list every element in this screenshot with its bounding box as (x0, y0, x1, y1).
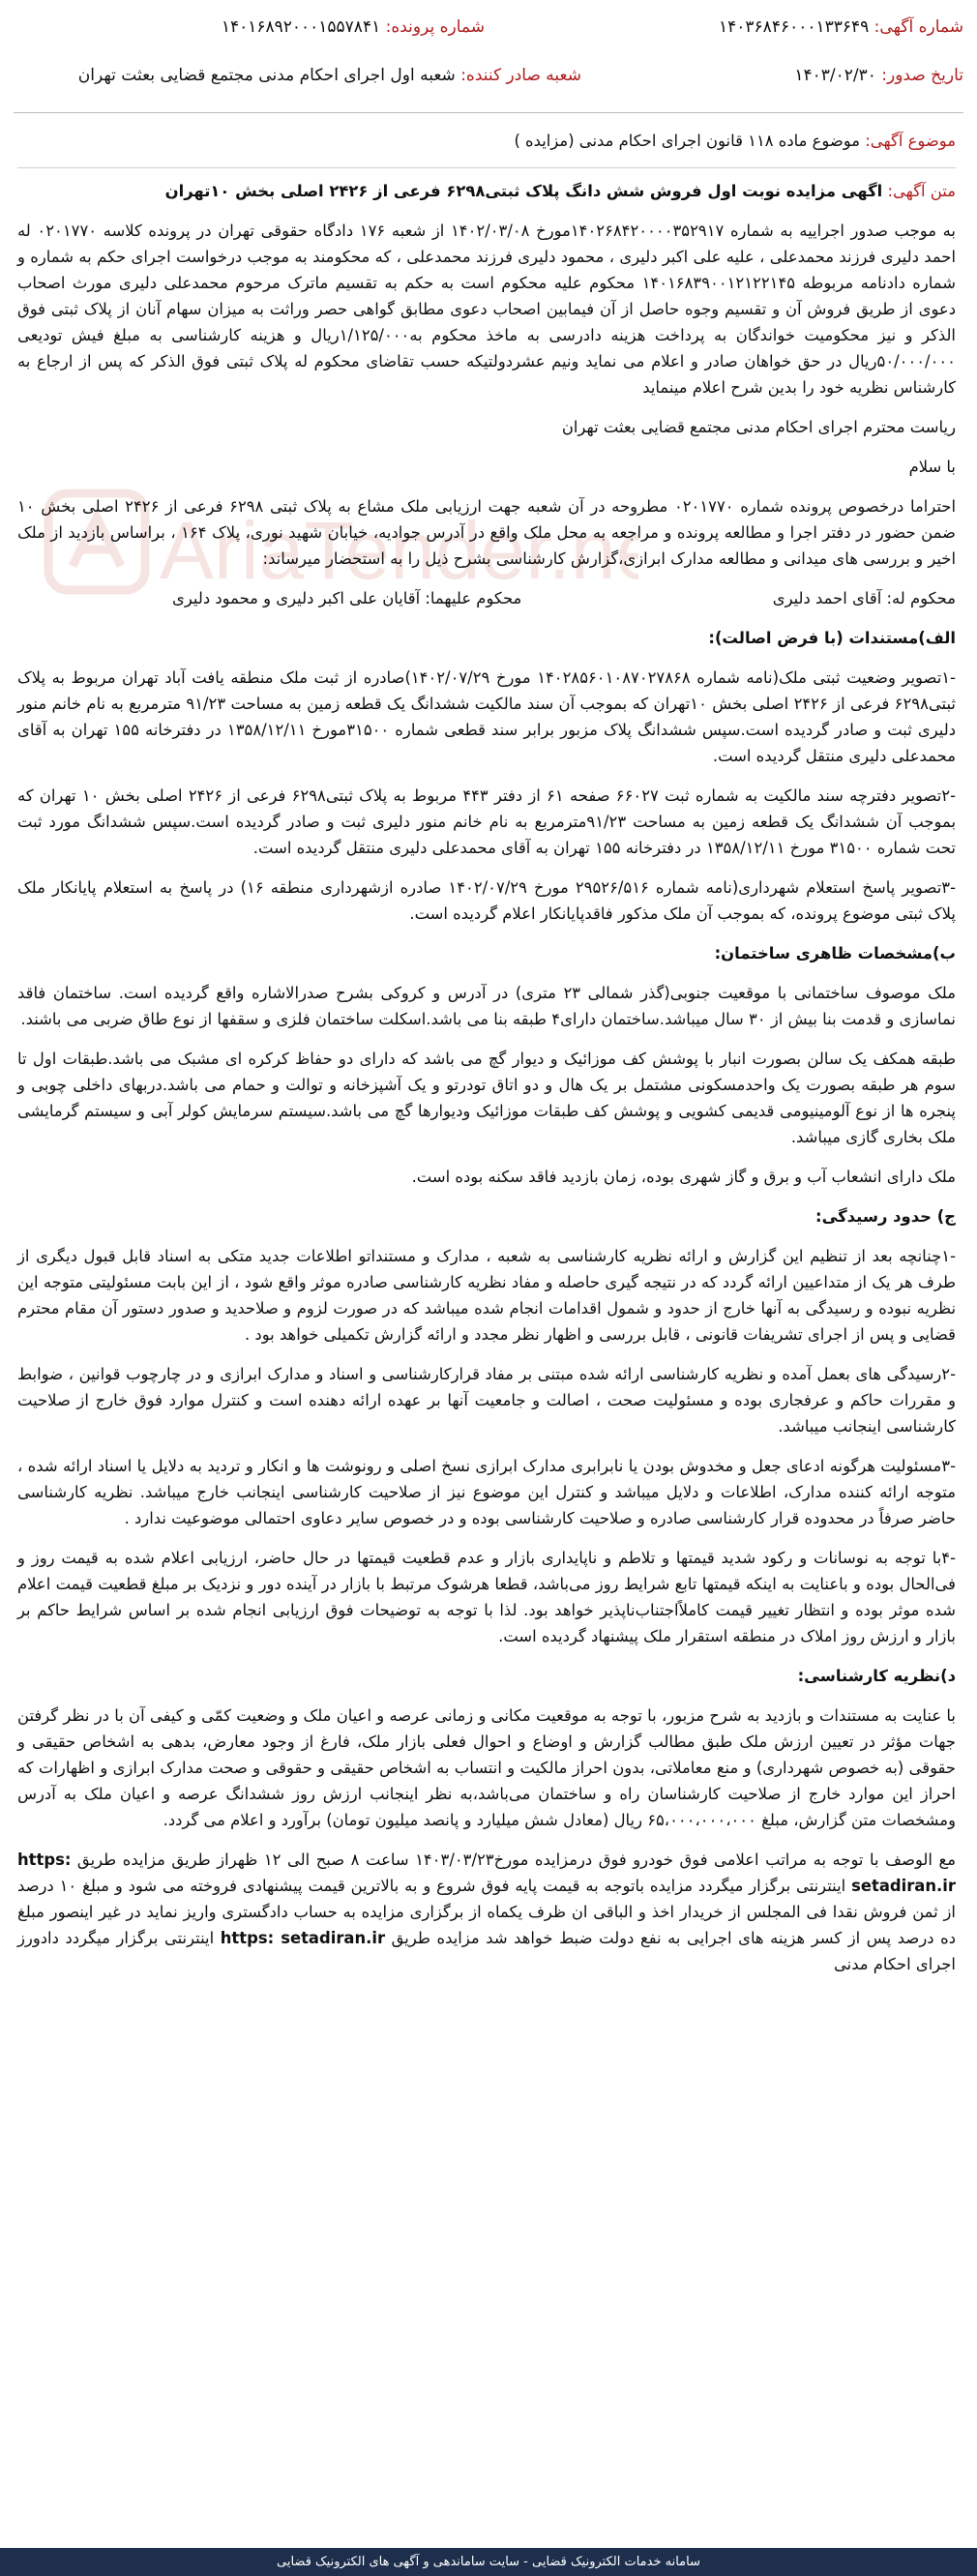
case-number-value: ۱۴۰۱۶۸۹۲۰۰۰۱۵۵۷۸۴۱ (221, 17, 381, 37)
document-1: -۱تصویر وضعیت ثبتی ملک(نامه شماره ۱۴۰۲۸۵۶۰۱۰۸۷۰۲۷۸۶۸ مورخ ۱۴۰۲/۰۷/۲۹)صادره از ثبت ملک منطقه یافت آباد تهران مربوط به پلاک ثبتی۶۲۹۸ فرعی از ۲۴۲۶ اصلی بخش ۱۰تهران که بموجب آن سند مالکیت ششدانگ یک قطعه زمین به مساحت ۹۱/۲۳ مترمربع به نام خانم منور دلیری ثبت و صادر گردیده است.سپس ششدانگ پلاک مزبور برابر سند قطعی شماره ۳۱۵۰۰مورخ ۱۳۵۸/۱۲/۱۱ در دفترخانه ۱۵۵ تهران به آقای محمدعلی دلیری منتقل گردیده است. (17, 668, 956, 765)
scope-2: -۲رسیدگی های بعمل آمده و نظریه کارشناسی ارائه شده مبتنی بر مفاد قرارکارشناسی و اسناد و مدارک ابرازی و در چارچوب قوانین ، ضوابط و مقررات حاکم و عرفجاری بوده و مسئولیت صحت ، اصالت و جامعیت آنها بر عهده ارائه دهنده است و کنترل موارد فوق خارج از صلاحیت کارشناسی اینجانب میباشد. (17, 1365, 956, 1436)
footer-bar (0, 2548, 977, 2576)
footer-text: سامانه خدمات الکترونیک قضایی - سایت ساماندهی و آگهی های الکترونیک قضایی (277, 2555, 700, 2569)
document-2: -۲تصویر دفترچه سند مالکیت به شماره ثبت ۶۶۰۲۷ صفحه ۶۱ از دفتر ۴۴۳ مربوط به پلاک ثبتی۶۲۹۸ فرعی از ۲۴۲۶ اصلی بخش ۱۰ تهران که بموجب آن ششدانگ یک قطعه زمین به مساحت ۹۱/۲۳مترمربع به نام خانم منور دلیری ثبت و صادر گردیده است.سپس ششدانگ مورد ثبت تحت شماره ۳۱۵۰۰ مورخ ۱۳۵۸/۱۲/۱۱ در دفترخانه ۱۵۵ تهران به آقای محمدعلی دلیری منتقل گردیده است. (17, 786, 957, 857)
case-number-row (222, 17, 485, 37)
greeting: با سلام (908, 458, 956, 476)
documents-title: الف)مستندات (با فرض اصالت): (708, 629, 956, 647)
ad-title: اگهی مزایده نوبت اول فروش شش دانگ پلاک ثبتی۶۲۹۸ فرعی از ۲۴۲۶ اصلی بخش ۱۰تهران (164, 182, 883, 200)
respect-paragraph: احتراما درخصوص پرونده شماره ۰۲۰۱۷۷۰ مطروحه در آن شعبه جهت ارزیابی ملک مشاع به پلاک ثبتی ۶۲۹۸ فرعی از ۲۴۲۶ اصلی بخش ۱۰ ضمن حضور در دفتر اجرا و مطالعه پرونده و مراجعه به محل ملک واقع در آدرس جوادیه، خیابان شهید نوری، پلاک ۱۶۴ ، براساس بازدید از ملک اخیر و بررسی های میدانی و مطالعه مدارک ابرازی،گزارش کارشناسی بشرح ذیل را به استحضار میرساند: (17, 497, 956, 568)
issue-date-value: ۱۴۰۳/۰۲/۳۰ (794, 66, 876, 85)
ad-content (17, 128, 956, 1991)
issuing-branch-label: شعبه صادر کننده: (460, 66, 581, 85)
issue-date-label: تاریخ صدور: (881, 66, 963, 85)
plaintiff: محکوم له: آقای احمد دلیری (772, 589, 956, 607)
issuing-branch-value: شعبه اول اجرای احکام مدنی مجتمع قضایی بعثت تهران (77, 66, 456, 85)
setadiran-link-2[interactable]: https: setadiran.ir (220, 1929, 386, 1947)
parties-line (17, 585, 956, 611)
closing-post: اینترنتی برگزار میگردد دادورز اجرای احکام مدنی (17, 1929, 956, 1973)
closing-paragraph (17, 1847, 956, 1977)
scope-3: -۳مسئولیت هرگونه ادعای جعل و مخدوش بودن یا نابرابری مدارک ابرازی نسخ اصلی و رونوشت ها و انکار و تردید به دلایل یا اسناد ارائه شده ، متوجه ارائه کننده مدارک، اطلاعات و دلایل میباشد و کنترل این موضوع نیز از صلاحیت کارشناسی اینجانب خارج میباشد. نظریه کارشناسی حاضر صرفاً در محدوده قرار کارشناسی صادره و صلاحیت کارشناسی بوده و در خصوص سایر دعاوی احتمالی موضوعیت ندارد . (17, 1457, 956, 1527)
spec-2: طبقه همکف یک سالن بصورت انبار با پوشش کف موزائیک و دیوار گچ می باشد که دارای دو حفاظ کرکره ای مشبک می باشد.طبقات اول تا سوم هر طبقه بصورت یک واحدمسکونی مشتمل بر یک هال و دو اتاق تودرتو و یک آشپزخانه و توالت و حمام می باشد.دربهای داخلی چوبی و پنجره ها از نوع آلومینیومی قدیمی کشویی و پوشش کف طبقات موزائیک ودیوارها گچ می باشد.سیستم سرمایش کولر آبی و سیستم گرمایشی ملک بخاری گازی میباشد. (17, 1050, 956, 1146)
addressee: ریاست محترم اجرای احکام مدنی مجتمع قضایی بعثت تهران (561, 418, 956, 436)
scope-1: -۱چنانچه بعد از تنظیم این گزارش و ارائه نظریه کارشناسی به شعبه ، مدارک و مستنداتو اطلاعات جدید متکی به اسناد قابل قبول دیگری از طرف هر یک از متداعیین ارائه گردد که در نتیجه گیری حاصله و مفاد نظریه کارشناسی صادره موثر واقع شود ، از این بابت مسئولیتی متوجه این نظریه نبوده و رسیدگی به آنها خارج از حدود و شمول اقدامات انجام شده میباشد که در صورت لزوم و صلاحدید و صدور دستور آن مقام محترم قضایی و پس از اجرای تشریفات قانونی ، قابل بررسی و اظهار نظر مجدد و ارائه گزارش تکمیلی خواهد بود . (17, 1247, 956, 1344)
scope-title: ج) حدود رسیدگی: (815, 1207, 956, 1226)
scope-4: -۴با توجه به نوسانات و رکود شدید قیمتها و تلاطم و ناپایداری بازار و عدم قطعیت قیمتها در حال حاضر، ارزیابی اعلام شده به قیمت روز و فی‌الحال بوده و باعنایت به اینکه قیمتها تابع شرایط روز می‌باشد، قطعا هرشوک مرتبط با بازار در آینده دور و نزدیک بر مبلغ قطعیت قیمت اعلام شده موثر بوده و انتظار تغییر قیمت کاملاًاجتناب‌ناپذیر خواهد بود. لذا با توجه به توضیحات فوق ارزیابی انجام شده بر اساس شرایط حاکم بر بازار و ارزش روز املاک در منطقه استقرار ملک پیشنهاد گردیده است. (17, 1549, 956, 1645)
issuing-branch-row (78, 66, 581, 85)
ad-header (14, 15, 963, 132)
ad-number-row (719, 17, 963, 37)
ad-title-line (17, 178, 956, 204)
subject-line (17, 128, 956, 154)
specs-title: ب)مشخصات ظاهری ساختمان: (714, 944, 956, 962)
watermark-text: AriaTender.n (160, 505, 616, 596)
issue-date-row (794, 66, 963, 85)
spec-3: ملک دارای انشعاب آب و برق و گاز شهری بوده، زمان بازدید فاقد سکنه بوده است. (411, 1168, 956, 1186)
ad-number-label: شماره آگهی: (873, 17, 963, 37)
subject-value: موضوع ماده ۱۱۸ قانون اجرای احکام مدنی (مزایده ) (514, 132, 861, 150)
opinion-paragraph: با عنایت به مستندات و بازدید به شرح مزبور، با توجه به موقعیت مکانی و زمانی عرصه و اعیان ملک و وضعیت کمّی و کیفی آن با در نظر گرفتن جهات مؤثر در تعیین ارزش ملک طبق مطالب گزارش و اوضاع و احوال فعلی بازار ملک، فارغ از وجود معارض، بدهی به اشخاص حقیقی و حقوقی (به خصوص شهرداری) و منع معاملاتی، بدون احراز مالکیت و انتساب به اشخاص حقیقی و حقوقی و صحت مدارک ابرازی و اظهارات که احراز این موارد خارج از صلاحیت کارشناسان راه و ساختمان می‌باشد،به نظر اینجانب ارزش روز ششدانگ عرصه و اعیان ملک به آدرس ومشخصات متن گزارش، مبلغ ۶۵،۰۰۰،۰۰۰،۰۰۰ ریال (معادل شش میلیارد و پانصد میلیون تومان) برآورد و اعلام می گردد. (17, 1706, 956, 1829)
closing-pre: مع الوصف با توجه به مراتب اعلامی فوق خودرو فوق درمزایده مورخ۱۴۰۳/۰۳/۲۳ ساعت ۸ صبح الی ۱۲ ظهراز طریق مزایده طریق (76, 1851, 956, 1869)
ad-number-value: ۱۴۰۳۶۸۴۶۰۰۰۱۳۳۶۴۹ (719, 17, 870, 37)
opinion-title: د)نظریه کارشناسی: (797, 1667, 956, 1685)
subject-divider (17, 167, 956, 168)
header-divider (14, 112, 963, 113)
spec-1: ملک موصوف ساختمانی با موقعیت جنوبی(گذر شمالی ۲۳ متری) در آدرس و کروکی بشرح صدرالاشاره واقع گردیده است. ساختمان فاقد نماسازی و قدمت بنا بیش از ۳۰ سال میباشد.ساختمان دارای۴ طبقه بنا می باشد.اسکلت ساختمان فلزی و سقفها از نوع طاق ضربی می باشند. (17, 984, 957, 1028)
closing-mid: اینترنتی برگزار میگردد مزایده باتوجه به قیمت پایه فوق شروع و به بالاترین قیمت پیشنهادی فروخته می شود و مبلغ ۱۰ درصد از ثمن فروش نقدا فی المجلس از خریدار اخذ و الباقی ان ظرف یکماه از برگزاری مزایده به حساب دادگستری واریز نماید در غیر اینصور مبلغ ده درصد پس از کسر هزینه های اجرایی به نفع دولت ضبط خواهد شد مزایده طریق (17, 1877, 956, 1947)
case-number-label: شماره پرونده: (385, 17, 485, 37)
subject-label: موضوع آگهی: (865, 132, 956, 150)
ad-text-label: متن آگهی: (887, 182, 956, 200)
setadiran-link-1[interactable]: https: setadiran.ir (17, 1851, 956, 1895)
document-3: -۳تصویر پاسخ استعلام شهرداری(نامه شماره ۲۹۵۲۶/۵۱۶ مورخ ۱۴۰۲/۰۷/۲۹ صادره ازشهرداری منطقه ۱۶) در پاسخ به استعلام پایانکار ملک پلاک ثبتی موضوع پرونده، که بموجب آن ملک مذکور فاقدپایانکار اعلام گردیده است. (17, 878, 956, 923)
intro-paragraph: به موجب صدور اجراییه به شماره ۱۴۰۲۶۸۴۲۰۰۰۰۳۵۲۹۱۷مورخ ۱۴۰۲/۰۳/۰۸ از شعبه ۱۷۶ دادگاه حقوقی تهران در پرونده کلاسه ۰۲۰۱۷۷۰ له احمد دلیری فرزند محمدعلی ، علیه علی اکبر دلیری ، محمود دلیری فرزند محمدعلی ، که محکومند به موجب درخواست اجرای حکم به شماره و شماره دادنامه مربوطه ۱۴۰۱۶۸۳۹۰۰۱۲۱۲۲۱۴۵ محکوم علیه محکوم است به حکم به تقسیم ماترک مرحوم محمدعلی دلیری مورث اصحاب دعوی از طریق فروش آن و تقسیم وجوه حاصل از آن فیمابین اصحاب دعوی مطابق گواهی حصر وراثت به میزان سهام آنان از پلاک ثبتی فوق الذکر و نیز محکومیت خواندگان به پرداخت هزینه دادرسی به ماخذ محکوم به۱/۱۲۵/۰۰۰ریال و هزینه کارشناسی به مبلغ فیش تودیعی ۵۰/۰۰۰/۰۰۰ریال در حق خواهان صادر و اعلام می نماید ونیم عشردولتیکه حسب تقاضای محکوم له پلاک ثبتی فوق الذکر که پس از ارجاع به کارشناس نظریه خود را بدین شرح اعلام مینماید (17, 222, 957, 397)
defendants: محکوم علیهما: آقایان علی اکبر دلیری و محمود دلیری (172, 589, 522, 607)
